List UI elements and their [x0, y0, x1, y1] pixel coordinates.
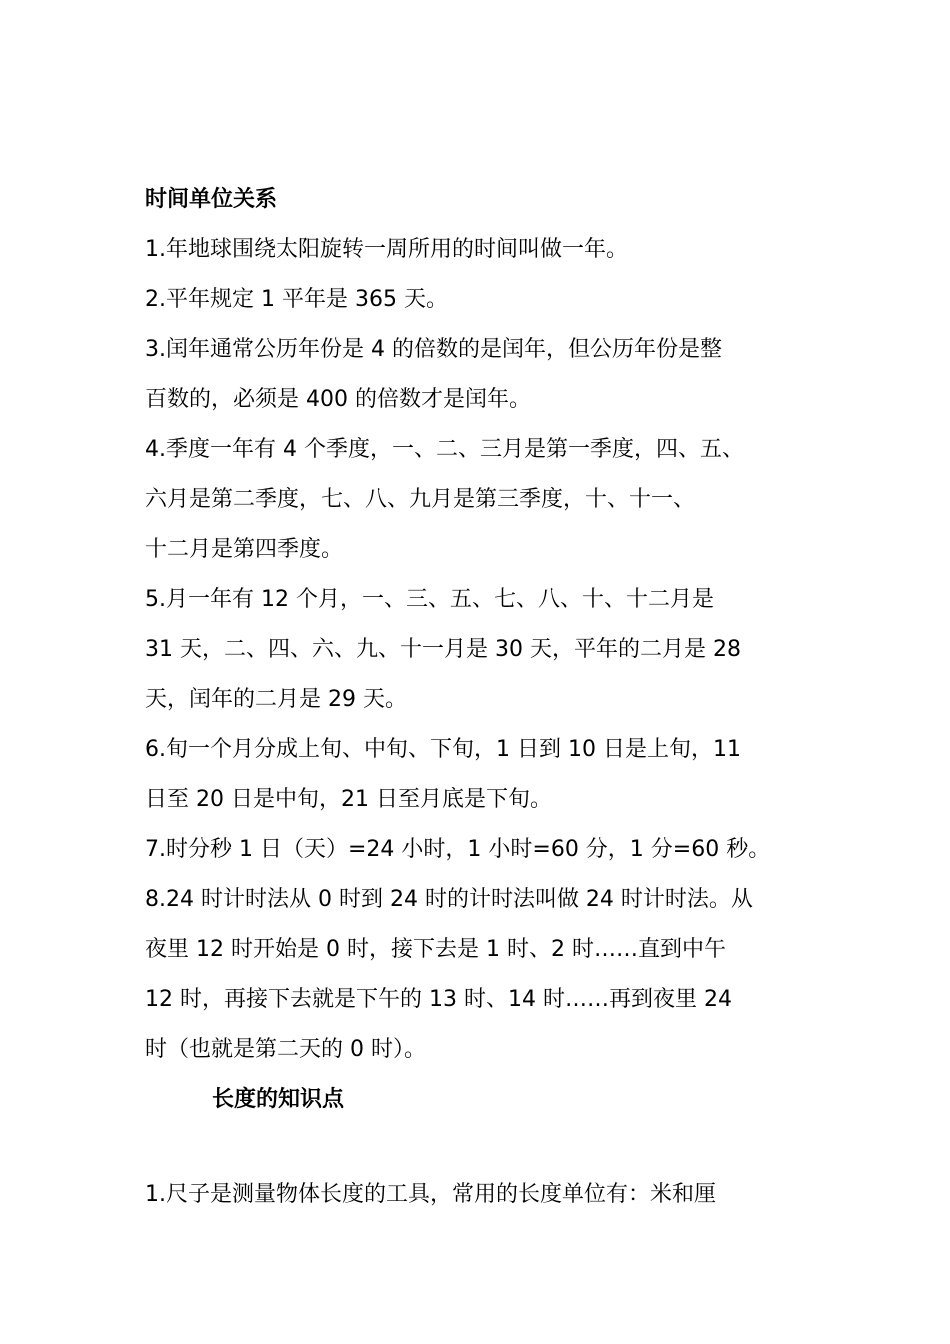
paragraph-line: 12 时，再接下去就是下午的 13 时、14 时……再到夜里 24: [145, 987, 732, 1012]
time-units-body: [145, 225, 835, 1075]
section-title-length: 长度的知识点: [212, 1087, 345, 1112]
paragraph-line: 2.平年规定 1 平年是 365 天。: [145, 287, 448, 312]
paragraph-line: 4.季度一年有 4 个季度，一、二、三月是第一季度，四、五、: [145, 437, 744, 462]
length-body: [145, 1170, 835, 1220]
paragraph-line: 8.24 时计时法从 0 时到 24 时的计时法叫做 24 时计时法。从: [145, 887, 753, 912]
paragraph-line: 31 天，二、四、六、九、十一月是 30 天，平年的二月是 28: [145, 637, 741, 662]
paragraph-line: 6.旬一个月分成上旬、中旬、下旬，1 日到 10 日是上旬，11: [145, 737, 741, 762]
paragraph-line: 天，闰年的二月是 29 天。: [145, 687, 407, 712]
paragraph-line: 5.月一年有 12 个月，一、三、五、七、八、十、十二月是: [145, 587, 714, 612]
paragraph-line: 1.尺子是测量物体长度的工具，常用的长度单位有：米和厘: [145, 1182, 716, 1207]
paragraph-line: 7.时分秒 1 日（天）=24 小时，1 小时=60 分，1 分=60 秒。: [145, 837, 771, 862]
paragraph-line: 夜里 12 时开始是 0 时，接下去是 1 时、2 时……直到中午: [145, 937, 726, 962]
paragraph-line: 六月是第二季度，七、八、九月是第三季度，十、十一、: [145, 487, 696, 512]
paragraph-line: 百数的，必须是 400 的倍数才是闰年。: [145, 387, 531, 412]
paragraph-line: 十二月是第四季度。: [145, 537, 344, 562]
paragraph-line: 时（也就是第二天的 0 时）。: [145, 1037, 426, 1062]
paragraph-line: 日至 20 日是中旬，21 日至月底是下旬。: [145, 787, 552, 812]
paragraph-line: 1.年地球围绕太阳旋转一周所用的时间叫做一年。: [145, 237, 628, 262]
section-title-time-units: 时间单位关系: [145, 187, 278, 212]
paragraph-line: 3.闰年通常公历年份是 4 的倍数的是闰年，但公历年份是整: [145, 337, 722, 362]
